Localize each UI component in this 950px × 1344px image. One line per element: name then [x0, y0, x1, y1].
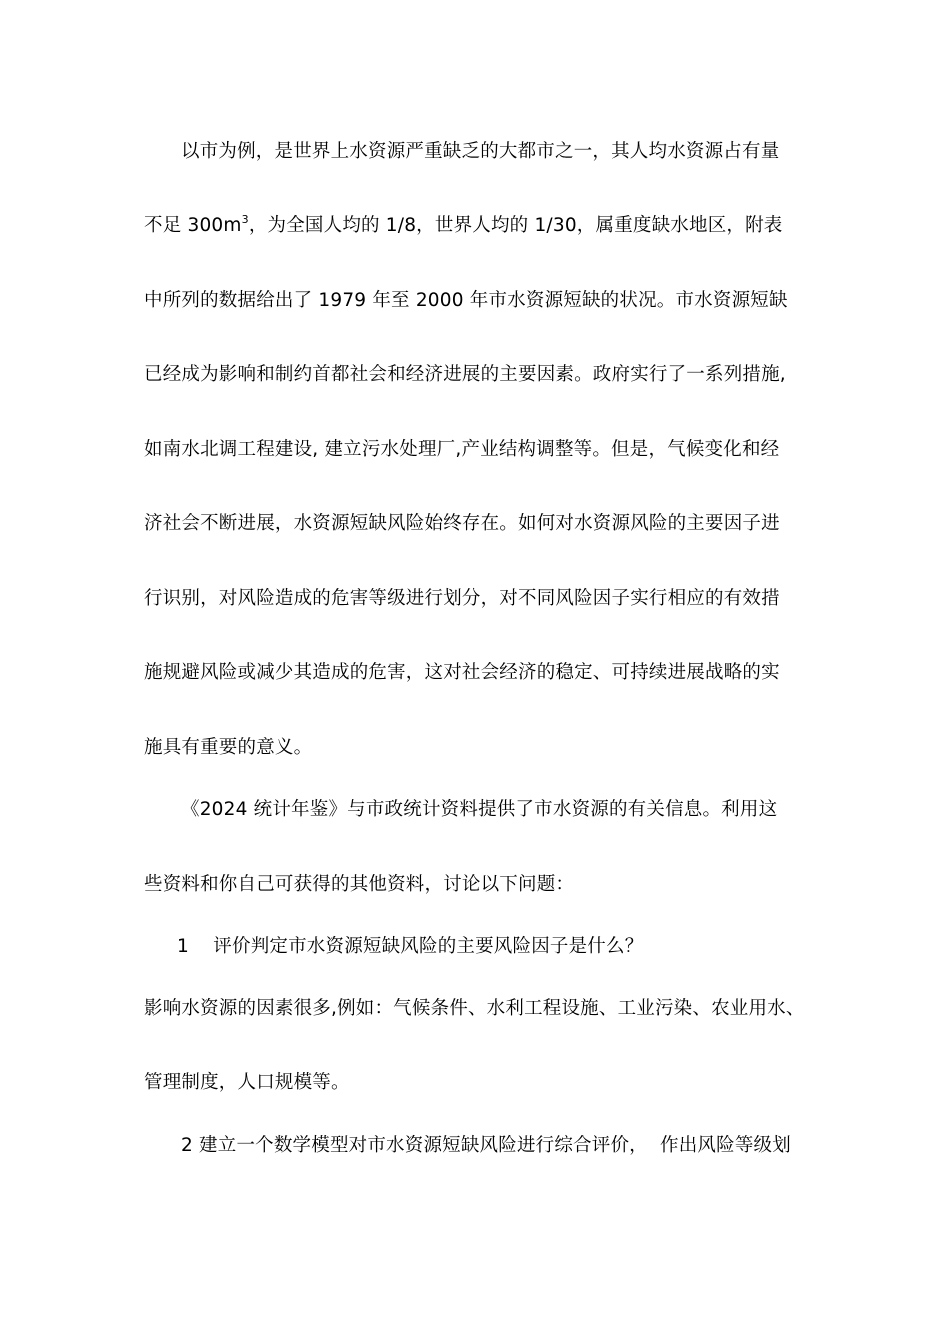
paragraph-2-line-2: 些资料和你自己可获得的其他资料，讨论以下问题：	[144, 874, 575, 895]
paragraph-1-line-1: 以市为例，是世界上水资源严重缺乏的大都市之一，其人均水资源占有量	[181, 141, 780, 162]
paragraph-1-line-8: 施规避风险或减少其造成的危害，这对社会经济的稳定、可持续进展战略的实	[144, 662, 780, 683]
paragraph-1-line-2	[144, 214, 783, 238]
paragraph-1-line-6: 济社会不断进展，水资源短缺风险始终存在。如何对水资源风险的主要因子进	[144, 513, 780, 534]
text-segment: ，为全国人均的 1/8，世界人均的 1/30，属重度缺水地区，附表	[248, 215, 783, 236]
answer-1-line-1: 影响水资源的因素很多,例如：气候条件、水利工程设施、工业污染、农业用水、	[144, 998, 805, 1019]
answer-1-line-2: 管理制度，人口规模等。	[144, 1072, 350, 1093]
paragraph-1-line-5: 如南水北调工程建设, 建立污水处理厂,产业结构调整等。但是，气候变化和经	[144, 439, 780, 460]
paragraph-2-line-1: 《2024 统计年鉴》与市政统计资料提供了市水资源的有关信息。利用这	[181, 799, 778, 820]
paragraph-1-line-4: 已经成为影响和制约首都社会和经济进展的主要因素。政府实行了一系列措施,	[144, 364, 786, 385]
paragraph-1-line-7: 行识别，对风险造成的危害等级进行划分，对不同风险因子实行相应的有效措	[144, 588, 780, 609]
question-2: 2 建立一个数学模型对市水资源短缺风险进行综合评价， 作出风险等级划	[181, 1135, 791, 1156]
question-1: 1 评价判定市水资源短缺风险的主要风险因子是什么？	[177, 936, 644, 957]
paragraph-1-line-9: 施具有重要的意义。	[144, 737, 313, 758]
paragraph-1-line-3: 中所列的数据给出了 1979 年至 2000 年市水资源短缺的状况。市水资源短缺	[144, 290, 788, 311]
superscript: 3	[241, 213, 249, 226]
text-segment: 不足 300m	[144, 215, 242, 236]
